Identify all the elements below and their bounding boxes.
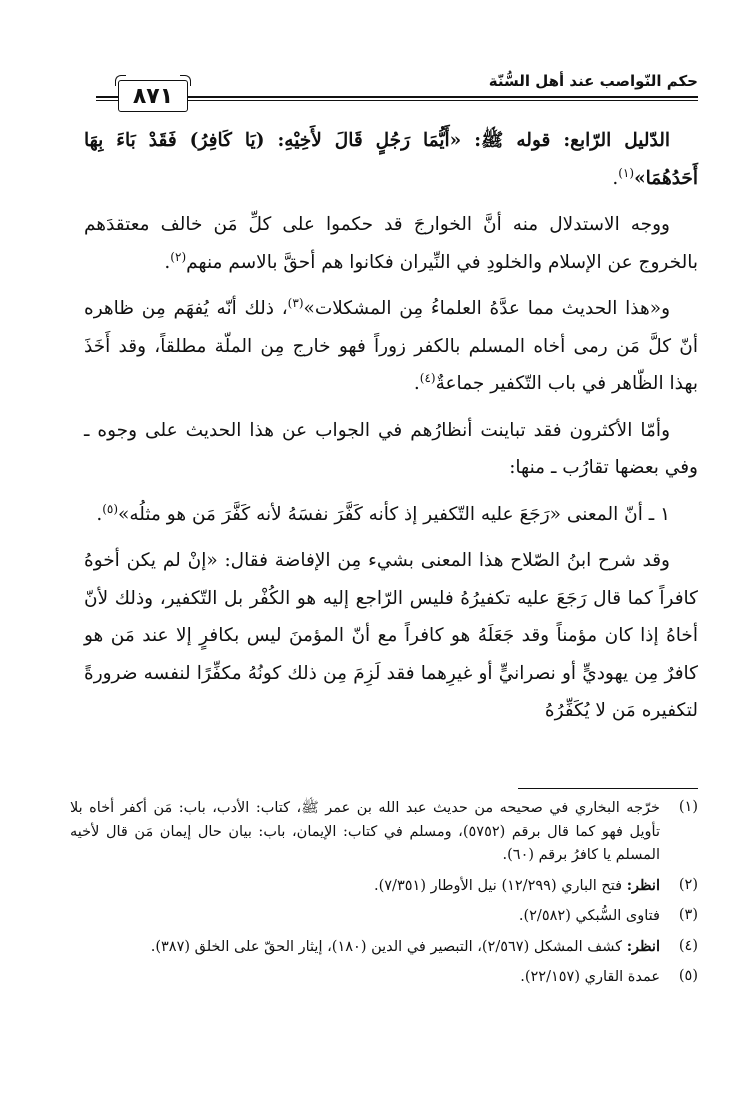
page-header: [96, 70, 698, 118]
footnote-number: (٥): [678, 968, 698, 984]
footnote-ref: (٢): [170, 249, 187, 264]
hadith-text: قوله ﷺ: «أَيُّمَا رَجُلٍ قَالَ لأَخِيْهِ: (يَا كَافِرُ) فَقَدْ بَاءَ بِهَا أَحَدُهُمَا»: [84, 130, 698, 189]
footnote-body: كشف المشكل (٢/٥٦٧)، التبصير في الدين (١٨٠)، إيثار الحقّ على الخلق (٣٨٧).: [150, 938, 627, 955]
footnote-ref: (٥): [102, 501, 119, 516]
punctuation: .: [96, 503, 103, 525]
footnote-ref: (٣): [287, 295, 304, 310]
footnote-body: عمدة القاري (٢٢/١٥٧).: [520, 969, 660, 985]
footnote-body: خرّجه البخاري في صحيحه من حديث عبد الله بن عمر ﷺ، كتاب: الأدب، باب: مَن أكفر أخاه بلا تأويل فهو كما قال برقم (٥٧٥٢)، ومسلم في كتاب: الإيمان، باب: بيان حال إيمان مَن قال لأخيه المسلم يا كافرُ برقم (٦٠).: [70, 800, 660, 863]
paragraph-majority: [84, 412, 698, 487]
paragraph-text: و«هذا الحديث مما عدَّهُ العلماءُ مِن المشكلات»: [303, 298, 670, 319]
main-text: [84, 122, 698, 739]
footnote-number: (١): [678, 799, 698, 815]
page-number: ٨٧١: [118, 80, 188, 112]
punctuation: .: [612, 167, 619, 189]
paragraph-inference: [84, 206, 698, 281]
paragraph-heading: الدّليل الرّابع:: [563, 130, 671, 151]
paragraph-ibn-salah: [84, 542, 698, 730]
footnote-lead: انظر:: [626, 937, 660, 955]
header-rule: [182, 96, 698, 101]
footnote-item: [70, 796, 698, 868]
footnote-text: [70, 904, 660, 929]
footnote-number: (٣): [678, 907, 698, 923]
footnote-number: (٤): [678, 937, 698, 954]
footnote-text: [70, 796, 660, 868]
header-rule-left: [96, 96, 118, 101]
footnote-text: [70, 874, 660, 899]
paragraph-text: ١ ـ أنّ المعنى «رَجَعَ عليه التّكفير إذ كأنه كَفَّرَ نفسَهُ لأنه كَفَّرَ مَن هو مثلُه»: [118, 503, 670, 525]
paragraph-text: وأمّا الأكثرون فقد تباينت أنظارُهم في الجواب عن هذا الحديث على وجوه ـ وفي بعضها تقارُب ـ منها:: [84, 419, 698, 478]
paragraph-problematic: [84, 290, 698, 403]
punctuation: .: [413, 373, 420, 394]
footnote-text: [70, 965, 660, 990]
footnote-body: فتاوى السُّبكي (٢/٥٨٢).: [518, 908, 660, 924]
paragraph-text: ، ذلك أنّه يُفهَم مِن ظاهره أنّ كلَّ مَن رمى أخاه المسلم بالكفر زوراً فهو خارج مِن الملّة مطلقاً، وقد أَخَذَ بهذا الظّاهر في باب التّكفير جماعةٌ: [84, 298, 698, 394]
footnote-separator: [518, 788, 698, 789]
paragraph-text: وقد شرح ابنُ الصّلاح هذا المعنى بشيء مِن الإفاضة فقال: «إنْ لم يكن أخوهُ كافراً كما قال رَجَعَ عليه تكفيرُهُ فليس الرّاجع إليه هو الكُفْر بل التّكفير، وذلك لأنّ أخاهُ إذا كان مؤمناً وقد جَعَلَهُ هو كافراً مع أنّ المؤمنَ ليس بكافرٍ إلا عند مَن هو كافرٌ مِن يهوديٍّ أو نصرانيٍّ أو غيرِهما فقد لَزِمَ مِن ذلك كونُهُ مكفِّرًا لنفسه ضرورةً لتكفيره مَن لا يُكَفِّرُهُ: [84, 550, 698, 721]
paragraph-text: ووجه الاستدلال منه أنَّ الخوارجَ قد حكموا على كلِّ مَن خالف معتقدَهم بالخروج عن الإسلام والخلودِ في النِّيران فكانوا هم أحقَّ بالاسم منهم: [84, 214, 698, 273]
footnote-body: فتح الباري (١٢/٢٩٩) نيل الأوطار (٧/٣٥١).: [373, 877, 627, 894]
footnote-ref: (٤): [419, 370, 436, 385]
footnote-ref: (١): [618, 165, 635, 180]
footnote-item: [70, 935, 698, 960]
footnotes: [70, 796, 698, 996]
paragraph-fourth-evidence: [84, 122, 698, 197]
paragraph-point-one: [84, 496, 698, 534]
punctuation: .: [164, 251, 171, 273]
footnote-item: [70, 874, 698, 899]
footnote-number: (٢): [678, 876, 698, 893]
footnote-text: [70, 935, 660, 960]
footnote-lead: انظر:: [626, 876, 660, 894]
footnote-item: [70, 965, 698, 990]
footnote-item: [70, 904, 698, 929]
running-title: حكم النّواصب عند أهل السُّنّة: [488, 72, 698, 90]
